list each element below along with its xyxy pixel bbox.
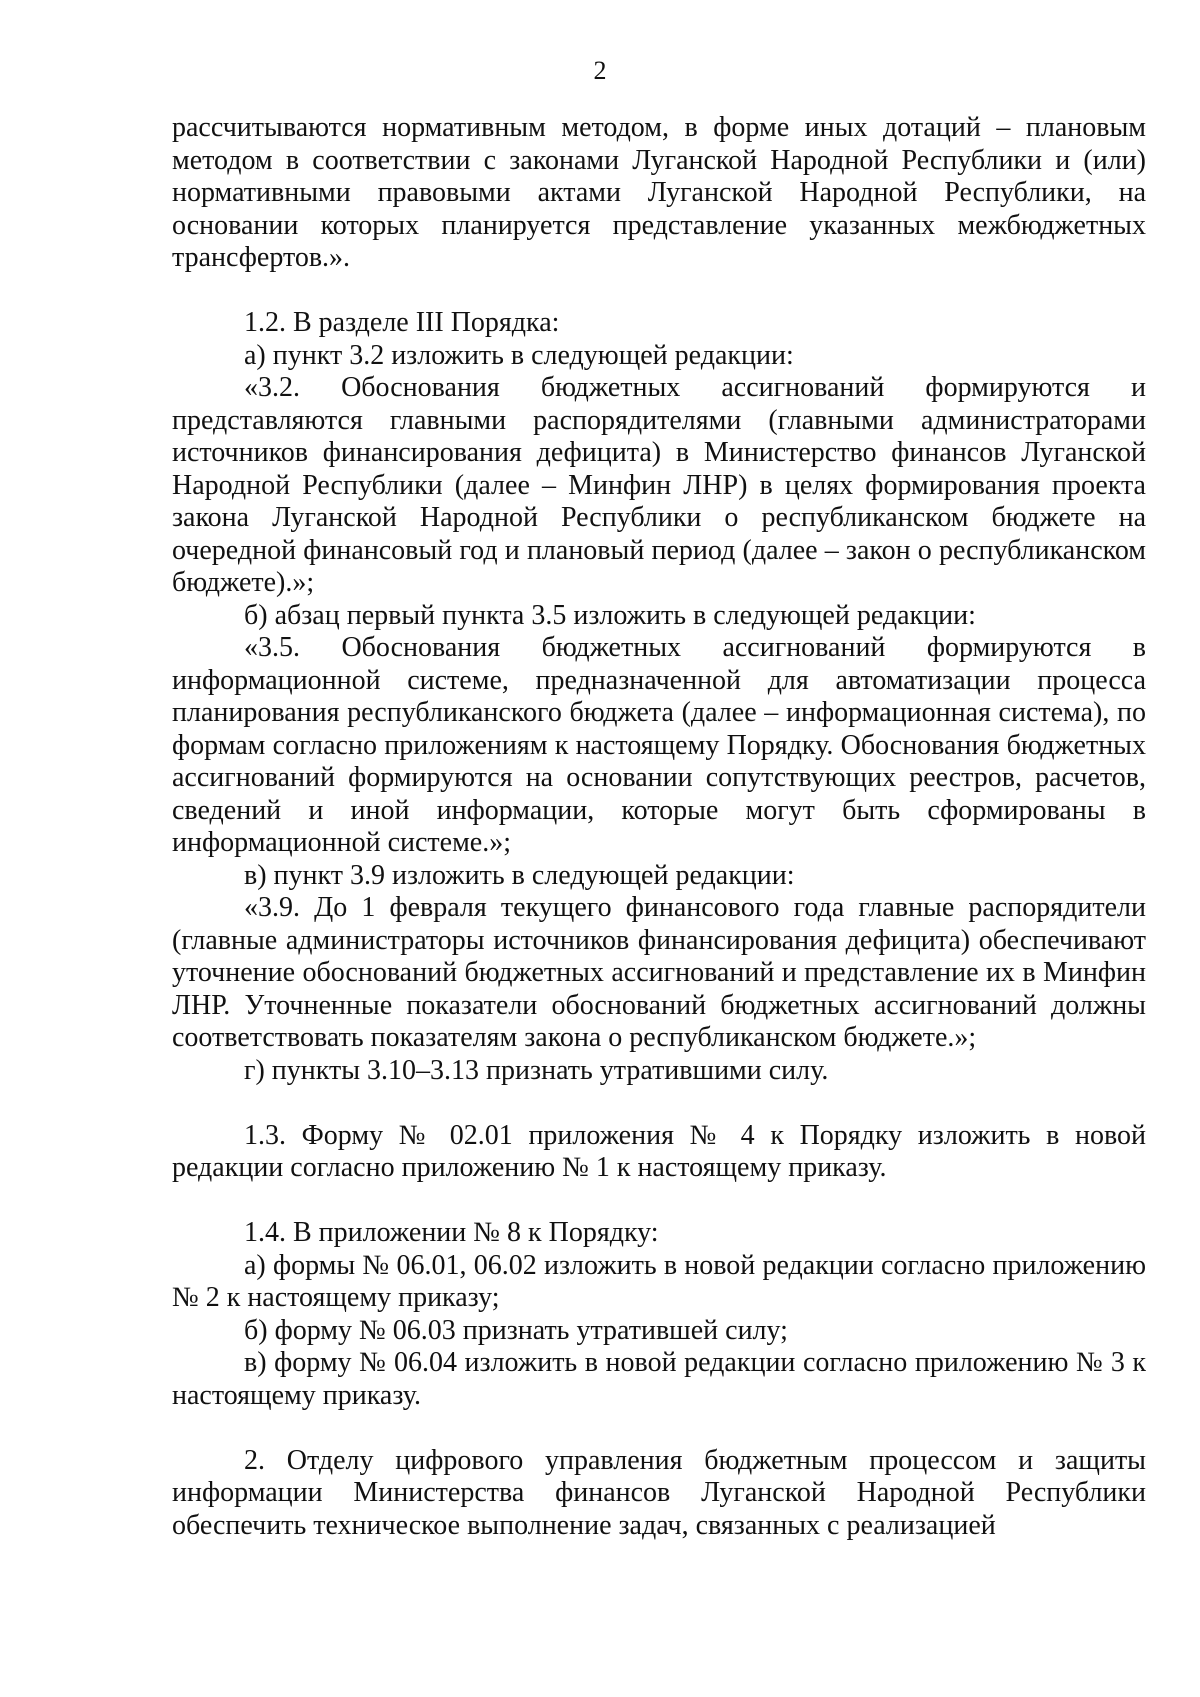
paragraph: «3.2. Обоснования бюджетных ассигнований формируются и представляются главными распорядителями (главными администраторами источников финансирования дефицита) в Министерство финансов Луганской Народной Республики (далее – Минфин ЛНР) в целях формирования проекта закона Луганской Народной Республики о республиканском бюджете на очередной финансовый год и плановый период (далее – закон о республиканском бюджете).»; [172, 372, 1146, 598]
page-number: 2 [593, 56, 607, 85]
paragraph: а) формы № 06.01, 06.02 изложить в новой редакции согласно приложению № 2 к настоящему приказу; [172, 1249, 1146, 1313]
paragraph: г) пункты 3.10–3.13 признать утратившими силу. [244, 1054, 829, 1086]
document-body [172, 112, 1146, 1542]
paragraph: 2. Отделу цифрового управления бюджетным процессом и защиты информации Министерства финансов Луганской Народной Республики обеспечить техническое выполнение задач, связанных с реализацией [172, 1444, 1146, 1541]
paragraph: рассчитываются нормативным методом, в форме иных дотаций – плановым методом в соответствии с законами Луганской Народной Республики и (или) нормативными правовыми актами Луганской Народной Республики, на основании которых планируется представление указанных межбюджетных трансфертов.». [172, 112, 1146, 273]
paragraph: б) абзац первый пункта 3.5 изложить в следующей редакции: [244, 599, 976, 631]
paragraph: в) форму № 06.04 изложить в новой редакции согласно приложению № 3 к настоящему приказу. [172, 1347, 1146, 1411]
paragraph: «3.5. Обоснования бюджетных ассигнований формируются в информационной системе, предназначенной для автоматизации процесса планирования республиканского бюджета (далее – информационная система), по формам согласно приложениям к настоящему Порядку. Обоснования бюджетных ассигнований формируются на основании сопутствующих реестров, расчетов, сведений и иной информации, которые могут быть сформированы в информационной системе.»; [172, 632, 1146, 858]
paragraph: в) пункт 3.9 изложить в следующей редакции: [244, 859, 795, 891]
paragraph: 1.3. Форму № 02.01 приложения № 4 к Порядку изложить в новой редакции согласно приложению № 1 к настоящему приказу. [172, 1119, 1146, 1183]
paragraph: а) пункт 3.2 изложить в следующей редакции: [244, 339, 794, 371]
paragraph: 1.2. В разделе III Порядка: [244, 307, 560, 338]
paragraph: «3.9. До 1 февраля текущего финансового года главные распорядители (главные администраторы источников финансирования дефицита) обеспечивают уточнение обоснований бюджетных ассигнований и представление их в Минфин ЛНР. Уточненные показатели обоснований бюджетных ассигнований должны соответствовать показателям закона о республиканском бюджете.»; [172, 892, 1146, 1053]
paragraph: 1.4. В приложении № 8 к Порядку: [244, 1217, 659, 1248]
paragraph: б) форму № 06.03 признать утратившей силу; [244, 1314, 788, 1346]
